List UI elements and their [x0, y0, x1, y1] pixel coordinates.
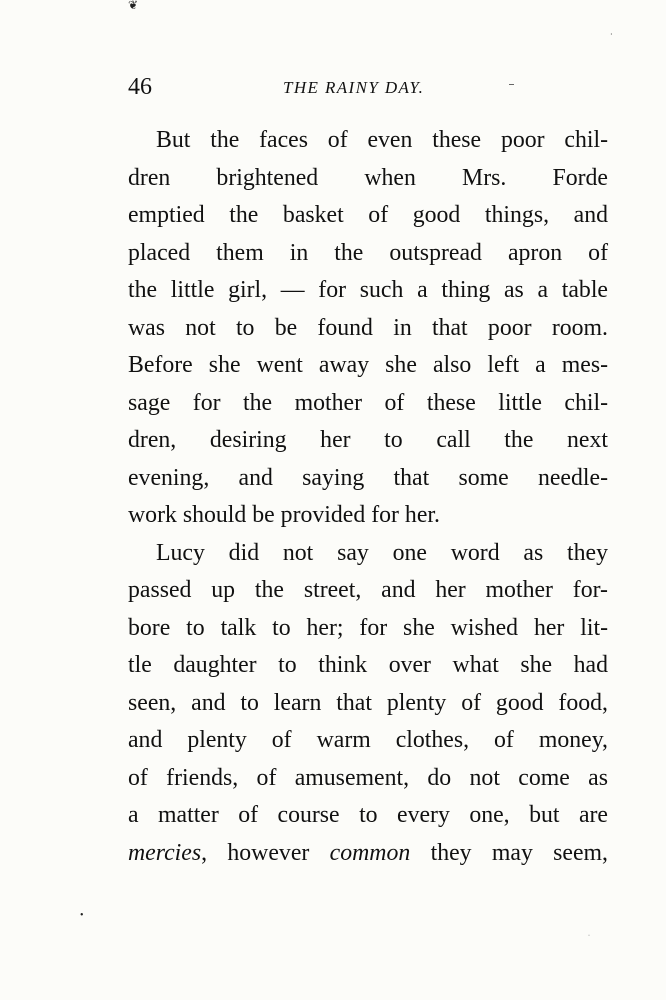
- running-head: THE RAINY DAY.: [283, 78, 425, 97]
- text-line: emptied the basket of good things, and: [128, 202, 608, 228]
- text-line: dren brightened when Mrs. Forde: [128, 164, 608, 191]
- text-line: placed them in the outspread apron of: [128, 239, 608, 266]
- page-header: [128, 72, 608, 102]
- text-line: was not to be found in that poor room.: [128, 314, 608, 341]
- text-line: work should be provided for her.: [128, 502, 440, 528]
- text-line: sage for the mother of these little chil-: [128, 389, 608, 416]
- top-print-mark: ❦: [128, 0, 139, 12]
- italic-common: common: [329, 839, 411, 866]
- text-line: tle daughter to think over what she had: [128, 652, 608, 678]
- lower-right-speck: ·: [588, 933, 590, 939]
- text-line: seen, and to learn that plenty of good food,: [128, 689, 608, 716]
- italic-mercies: mercies: [128, 839, 202, 866]
- text-line: Before she went away she also left a mes-: [128, 352, 608, 378]
- text-line: dren, desiring her to call the next: [128, 427, 608, 453]
- text-line: a matter of course to every one, but are: [128, 802, 608, 828]
- bottom-print-speck: •: [80, 910, 84, 921]
- final-text-line: [128, 835, 608, 873]
- text-line: evening, and saying that some needle-: [128, 464, 608, 491]
- text-line: passed up the street, and her mother for-: [128, 577, 608, 603]
- text-line: of friends, of amusement, do not come as: [128, 764, 608, 791]
- final-line-end: they may seem,: [410, 839, 609, 866]
- page-number: 46: [128, 74, 152, 100]
- text-line: the little girl, — for such a thing as a table: [128, 277, 608, 303]
- text-line: bore to talk to her; for she wished her lit-: [128, 614, 608, 641]
- text-line: But the faces of even these poor chil-: [156, 127, 608, 153]
- final-line-middle: , however: [201, 839, 330, 866]
- text-line: and plenty of warm clothes, of money,: [128, 727, 608, 753]
- text-line: Lucy did not say one word as they: [156, 539, 608, 566]
- page-text: [128, 122, 608, 872]
- right-print-speck: ·: [610, 30, 613, 39]
